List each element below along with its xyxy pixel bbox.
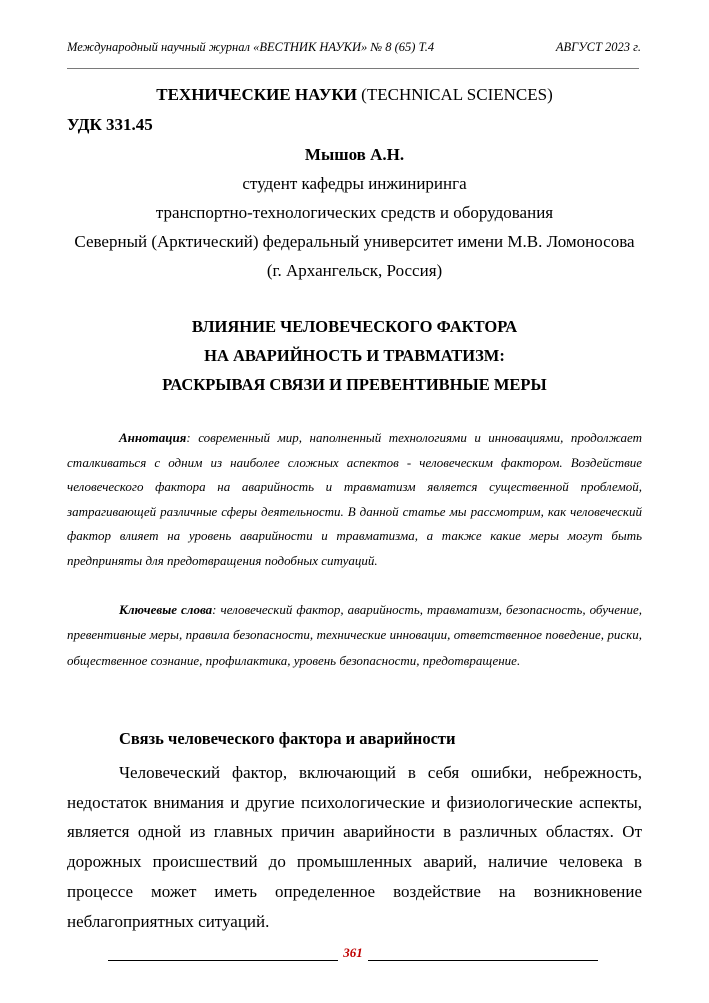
author-affiliation-line: Северный (Арктический) федеральный университет имени М.В. Ломоносова xyxy=(74,232,635,251)
annotation-label: Аннотация xyxy=(119,430,187,445)
author-affiliation-line: транспортно-технологических средств и оборудования xyxy=(155,203,554,222)
journal-name: Международный научный журнал «ВЕСТНИК НАУКИ» № 8 (65) Т.4 xyxy=(67,40,435,54)
section-title xyxy=(0,85,709,105)
body-paragraph: Человеческий фактор, включающий в себя ошибки, небрежность, недостаток внимания и другие психологические и физиологические аспекты, является одной из главных причин аварийности в различных областях. От дорожных происшествий до промышленных аварий, наличие человека в процессе может иметь определенное воздействие на возникновение неблагоприятных ситуаций. xyxy=(67,763,642,931)
section-title-plain: (TECHNICAL SCIENCES) xyxy=(356,85,553,104)
keywords-label: Ключевые слова xyxy=(119,602,213,617)
footer-rule-left xyxy=(108,946,338,961)
article-title-line: ВЛИЯНИЕ ЧЕЛОВЕЧЕСКОГО ФАКТОРА xyxy=(191,317,518,336)
author-affiliation-line: студент кафедры инжиниринга xyxy=(242,174,467,193)
article-title-line: РАСКРЫВАЯ СВЯЗИ И ПРЕВЕНТИВНЫЕ МЕРЫ xyxy=(162,375,547,394)
footer-rule-right xyxy=(368,946,598,961)
keywords-text: : человеческий фактор, аварийность, травматизм, безопасность, обучение, превентивные меры, правила безопасности, технические инновации, ответственное поведение, риски, общественное сознание, профилактика, уровень безопасности, предотвращение. xyxy=(67,602,642,668)
header-rule xyxy=(67,68,639,69)
annotation-text: : современный мир, наполненный технологиями и инновациями, продолжает сталкиваться с одним из наиболее сложных аспектов - человеческим фактором. Воздействие человеческого фактора на аварийность и травматизм является существенной проблемой, затрагивающей различные сферы деятельности. В данной статье мы рассмотрим, как человеческий фактор влияет на уровень аварийности и травматизма, а также какие меры могут быть предприняты для предотвращения подобных ситуаций. xyxy=(67,430,642,568)
annotation-paragraph xyxy=(67,426,642,573)
section-title-bold: ТЕХНИЧЕСКИЕ НАУКИ xyxy=(156,85,357,104)
udk-code: УДК 331.45 xyxy=(67,115,153,134)
author-name: Мышов А.Н. xyxy=(304,145,405,164)
keywords-paragraph xyxy=(67,597,642,673)
article-title-line: НА АВАРИЙНОСТЬ И ТРАВМАТИЗМ: xyxy=(204,346,505,365)
author-affiliation-line: (г. Архангельск, Россия) xyxy=(266,261,443,280)
running-header xyxy=(67,40,641,55)
section-heading: Связь человеческого фактора и аварийности xyxy=(119,729,456,748)
issue-date: АВГУСТ 2023 г. xyxy=(555,40,641,54)
page-footer xyxy=(108,945,598,961)
page-number: 361 xyxy=(343,945,363,960)
